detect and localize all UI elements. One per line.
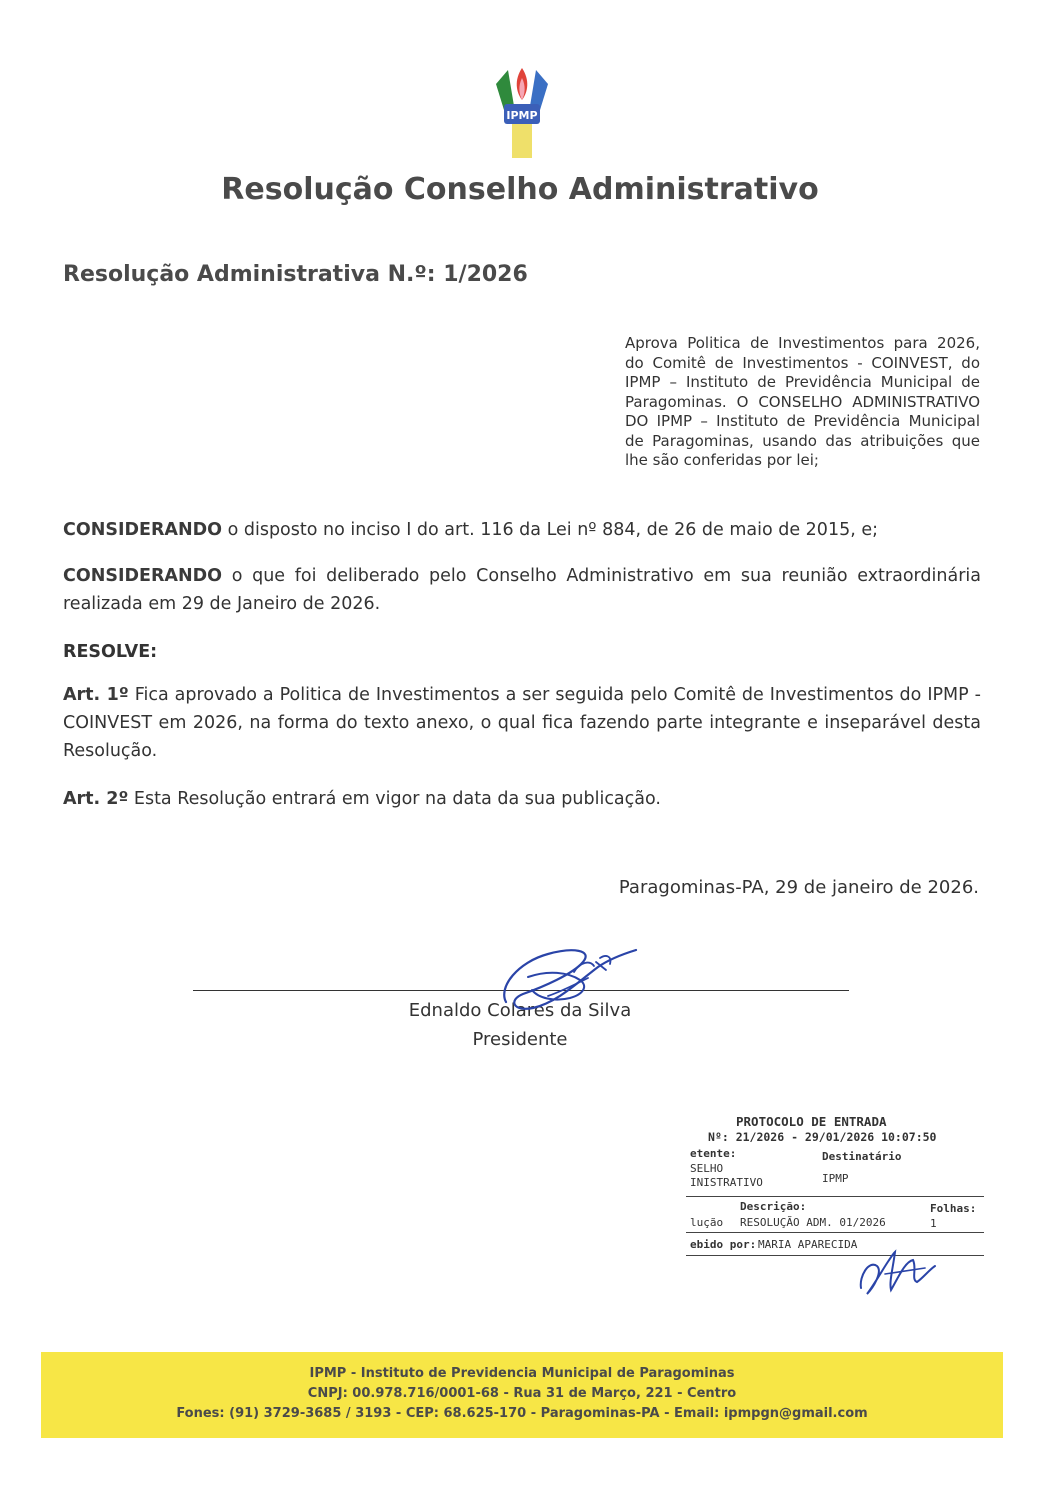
document-title: Resolução Conselho Administrativo — [221, 172, 819, 207]
resolution-number: Resolução Administrativa N.º: 1/2026 — [63, 262, 528, 287]
stamp-divider — [686, 1232, 984, 1233]
handwritten-signature-icon — [488, 932, 648, 1022]
resolve-heading: RESOLVE: — [63, 642, 158, 662]
considerando-lead-1: CONSIDERANDO — [63, 520, 223, 540]
ipmp-torch-logo-icon — [490, 66, 554, 162]
stamp-remetente-line2: INISTRATIVO — [690, 1176, 763, 1189]
stamp-number: Nº: 21/2026 - 29/01/2026 10:07:50 — [708, 1130, 937, 1144]
article-2-text: Esta Resolução entrará em vigor na data da sua publicação. — [128, 789, 661, 809]
article-2 — [63, 785, 981, 813]
footer-institution: IPMP - Instituto de Previdencia Municipal de Paragominas — [309, 1366, 735, 1381]
considerando-text-1: o disposto no inciso I do art. 116 da Lei nº 884, de 26 de maio de 2015, e; — [222, 520, 878, 540]
article-1-text: Fica aprovado a Politica de Investimentos a ser seguida pelo Comitê de Investimentos do IPMP - COINVEST em 2026, na forma do texto anexo, o qual fica fazendo parte integrante e inseparável desta Resolução. — [63, 685, 981, 761]
stamp-title: PROTOCOLO DE ENTRADA — [736, 1114, 887, 1129]
stamp-destinatario-value: IPMP — [822, 1172, 849, 1185]
signer-name: Ednaldo Colares da Silva — [408, 1000, 632, 1021]
stamp-descricao-value: RESOLUÇÃO ADM. 01/2026 — [740, 1216, 886, 1229]
stamp-recebido-value: MARIA APARECIDA — [758, 1238, 858, 1251]
signer-role: Presidente — [472, 1029, 568, 1050]
stamp-remetente-line1: SELHO — [690, 1162, 724, 1175]
footer-cnpj-address: CNPJ: 00.978.716/0001-68 - Rua 31 de Março, 221 - Centro — [307, 1386, 737, 1401]
stamp-tipo-value: lução — [690, 1216, 724, 1229]
considerando-paragraph-1 — [63, 516, 981, 544]
place-date: Paragominas-PA, 29 de janeiro de 2026. — [618, 877, 979, 898]
ementa-text: Aprova Politica de Investimentos para 2026, do Comitê de Investimentos - COINVEST, do IPMP – Instituto de Previdência Municipal de Paragominas. O CONSELHO ADMINISTRATIVO DO IPMP – Instituto de Previdência Municipal de Paragominas, usando das atribuições que lhe são conferidas por lei; — [625, 334, 980, 469]
considerando-lead-2: CONSIDERANDO — [63, 566, 223, 586]
article-1 — [63, 681, 981, 765]
logo-text: IPMP — [506, 109, 538, 122]
stamp-folhas-value: 1 — [930, 1217, 937, 1230]
article-2-lead: Art. 2º — [63, 789, 129, 809]
stamp-descricao-label: Descrição: — [740, 1200, 807, 1213]
considerando-text-2: o que foi deliberado pelo Conselho Administrativo em sua reunião extraordinária realizada em 29 de Janeiro de 2026. — [63, 566, 981, 614]
stamp-folhas-label: Folhas: — [930, 1202, 977, 1215]
footer-address-band — [41, 1352, 1003, 1438]
stamp-signature-icon — [855, 1238, 940, 1300]
considerando-paragraph-2 — [63, 562, 981, 618]
stamp-remetente-label: etente: — [690, 1147, 737, 1160]
stamp-destinatario-label: Destinatário — [822, 1150, 902, 1163]
stamp-recebido-label: ebido por: — [690, 1238, 757, 1251]
stamp-divider — [686, 1196, 984, 1197]
footer-contacts: Fones: (91) 3729-3685 / 3193 - CEP: 68.625-170 - Paragominas-PA - Email: ipmpgn@gmail.com — [176, 1406, 868, 1421]
article-1-lead: Art. 1º — [63, 685, 129, 705]
